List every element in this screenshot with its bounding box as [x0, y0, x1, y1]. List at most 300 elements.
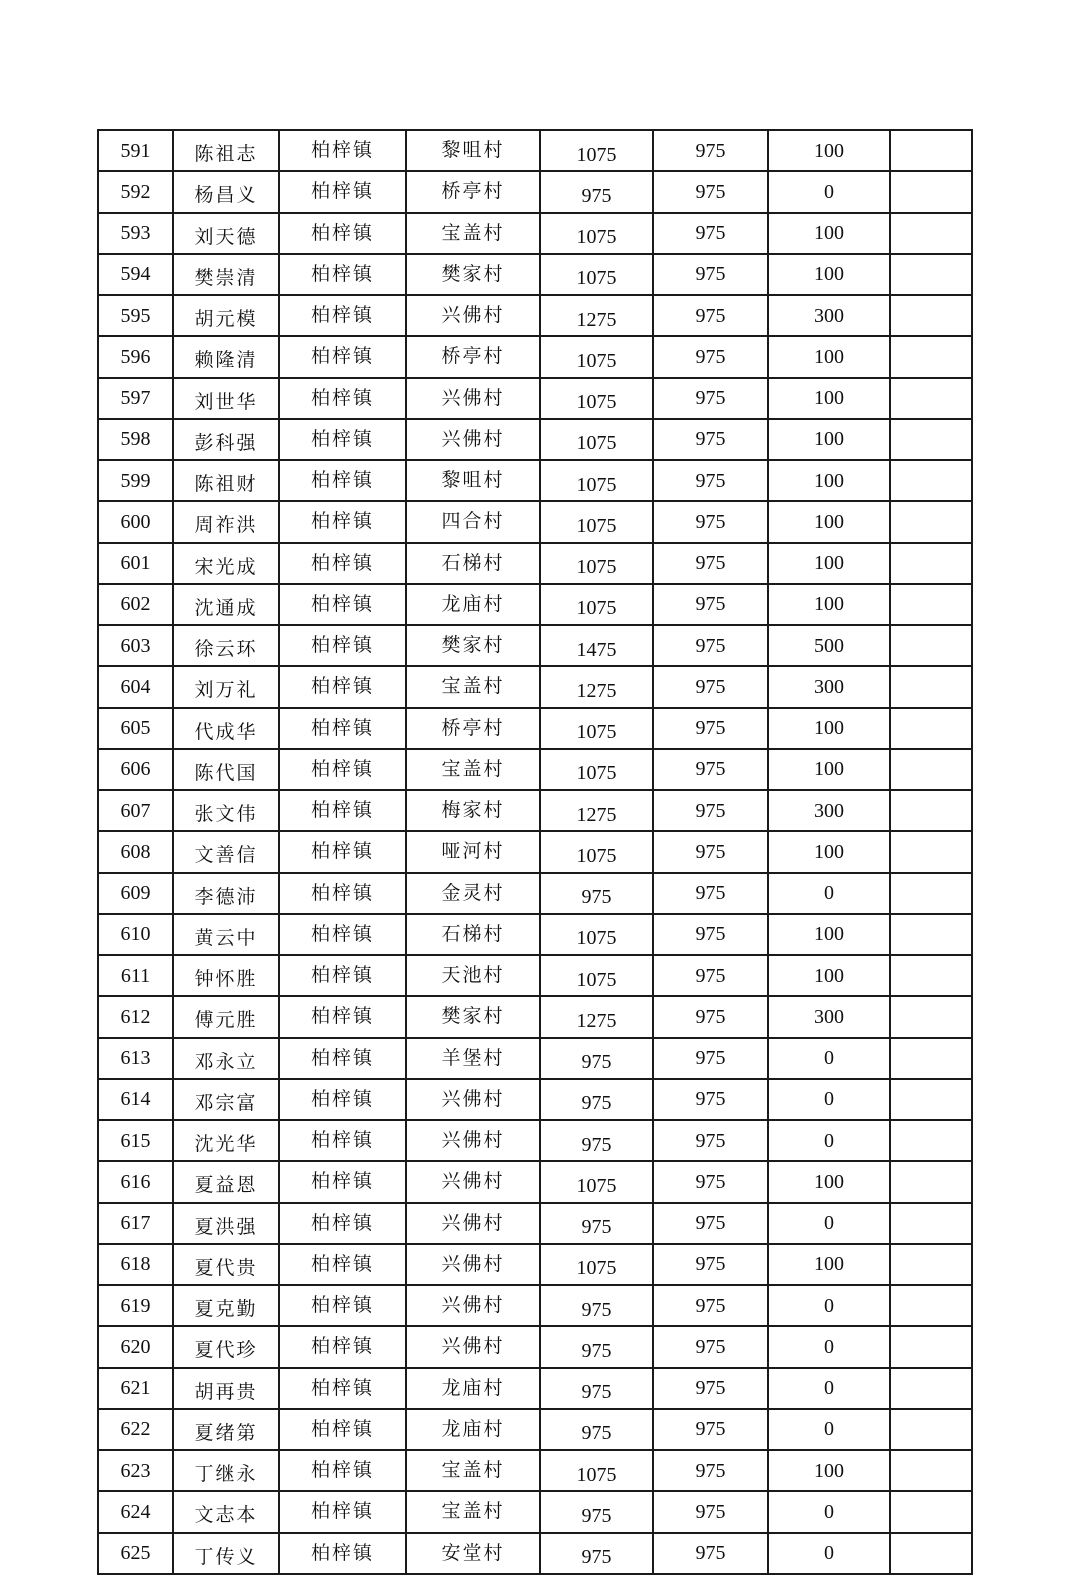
- amount-extra-cell: 100: [768, 1450, 890, 1491]
- village-cell: 龙庙村: [406, 584, 540, 625]
- town-cell: 柏梓镇: [279, 295, 406, 336]
- serial-number-cell: 616: [98, 1161, 173, 1202]
- village-cell: 宝盖村: [406, 749, 540, 790]
- amount-base-cell: 975: [653, 1079, 768, 1120]
- amount-total-cell: 975: [540, 1491, 653, 1532]
- person-name-cell: [173, 1368, 279, 1409]
- person-name-text: 文善信: [194, 844, 258, 867]
- serial-number-cell: 604: [98, 666, 173, 707]
- person-name-text: 李德沛: [194, 885, 258, 908]
- town-cell: 柏梓镇: [279, 1038, 406, 1079]
- town-cell: 柏梓镇: [279, 1450, 406, 1491]
- town-cell: 柏梓镇: [279, 584, 406, 625]
- amount-total-cell: 1275: [540, 790, 653, 831]
- person-name-text: 陈祖志: [194, 143, 258, 166]
- amount-total-cell: 1075: [540, 1161, 653, 1202]
- amount-extra-cell: 0: [768, 1326, 890, 1367]
- person-name-cell: [173, 130, 279, 171]
- village-cell: 羊堡村: [406, 1038, 540, 1079]
- serial-number-cell: 624: [98, 1491, 173, 1532]
- table-row: [98, 213, 972, 254]
- amount-extra-cell: 100: [768, 584, 890, 625]
- amount-base-cell: 975: [653, 460, 768, 501]
- serial-number-cell: 620: [98, 1326, 173, 1367]
- table-row: [98, 584, 972, 625]
- amount-base-cell: 975: [653, 254, 768, 295]
- village-cell: 樊家村: [406, 625, 540, 666]
- serial-number-cell: 613: [98, 1038, 173, 1079]
- person-name-cell: [173, 1409, 279, 1450]
- table-row: [98, 295, 972, 336]
- serial-number-cell: 598: [98, 419, 173, 460]
- village-cell: 哑河村: [406, 831, 540, 872]
- person-name-text: 陈代国: [194, 761, 258, 784]
- town-cell: 柏梓镇: [279, 171, 406, 212]
- serial-number-cell: 594: [98, 254, 173, 295]
- amount-extra-cell: 0: [768, 1368, 890, 1409]
- remark-cell: [890, 1409, 972, 1450]
- amount-base-cell: 975: [653, 130, 768, 171]
- remark-cell: [890, 171, 972, 212]
- village-cell: 宝盖村: [406, 666, 540, 707]
- amount-extra-cell: 100: [768, 708, 890, 749]
- remark-cell: [890, 378, 972, 419]
- person-name-cell: [173, 295, 279, 336]
- remark-cell: [890, 955, 972, 996]
- village-cell: 石梯村: [406, 914, 540, 955]
- person-name-text: 杨昌义: [194, 184, 258, 207]
- person-name-cell: [173, 790, 279, 831]
- amount-total-cell: 975: [540, 1326, 653, 1367]
- table-row: [98, 171, 972, 212]
- person-name-text: 陈祖财: [194, 473, 258, 496]
- person-name-text: 夏代贵: [194, 1256, 258, 1279]
- table-row: [98, 1038, 972, 1079]
- amount-extra-cell: 300: [768, 996, 890, 1037]
- person-name-text: 刘天德: [194, 225, 258, 248]
- table-row: [98, 1285, 972, 1326]
- town-cell: 柏梓镇: [279, 1409, 406, 1450]
- village-cell: 兴佛村: [406, 295, 540, 336]
- amount-base-cell: 975: [653, 1326, 768, 1367]
- village-cell: 桥亭村: [406, 336, 540, 377]
- amount-base-cell: 975: [653, 749, 768, 790]
- table-row: [98, 254, 972, 295]
- town-cell: 柏梓镇: [279, 1244, 406, 1285]
- serial-number-cell: 602: [98, 584, 173, 625]
- remark-cell: [890, 666, 972, 707]
- table-row: [98, 501, 972, 542]
- amount-base-cell: 975: [653, 1038, 768, 1079]
- person-name-cell: [173, 1326, 279, 1367]
- amount-total-cell: 1075: [540, 419, 653, 460]
- amount-total-cell: 975: [540, 171, 653, 212]
- amount-extra-cell: 0: [768, 1079, 890, 1120]
- table-row: [98, 996, 972, 1037]
- remark-cell: [890, 1120, 972, 1161]
- person-name-text: 夏克勤: [194, 1298, 258, 1321]
- person-name-cell: [173, 1203, 279, 1244]
- remark-cell: [890, 419, 972, 460]
- serial-number-cell: 617: [98, 1203, 173, 1244]
- amount-base-cell: 975: [653, 1161, 768, 1202]
- amount-total-cell: 1075: [540, 254, 653, 295]
- remark-cell: [890, 1326, 972, 1367]
- table-row: [98, 1409, 972, 1450]
- remark-cell: [890, 708, 972, 749]
- person-name-cell: [173, 460, 279, 501]
- amount-base-cell: 975: [653, 1244, 768, 1285]
- person-name-cell: [173, 1244, 279, 1285]
- remark-cell: [890, 1285, 972, 1326]
- town-cell: 柏梓镇: [279, 790, 406, 831]
- amount-base-cell: 975: [653, 996, 768, 1037]
- remark-cell: [890, 831, 972, 872]
- roster-table: [97, 129, 973, 1575]
- serial-number-cell: 603: [98, 625, 173, 666]
- table-row: [98, 873, 972, 914]
- amount-extra-cell: 100: [768, 378, 890, 419]
- table-row: [98, 1450, 972, 1491]
- amount-total-cell: 1075: [540, 460, 653, 501]
- town-cell: 柏梓镇: [279, 1326, 406, 1367]
- amount-total-cell: 1075: [540, 501, 653, 542]
- table-row: [98, 1244, 972, 1285]
- serial-number-cell: 610: [98, 914, 173, 955]
- amount-base-cell: 975: [653, 419, 768, 460]
- serial-number-cell: 593: [98, 213, 173, 254]
- amount-total-cell: 1075: [540, 955, 653, 996]
- person-name-text: 樊崇清: [194, 266, 258, 289]
- amount-extra-cell: 0: [768, 171, 890, 212]
- amount-extra-cell: 300: [768, 295, 890, 336]
- person-name-text: 夏绪第: [194, 1421, 258, 1444]
- amount-base-cell: 975: [653, 584, 768, 625]
- remark-cell: [890, 1244, 972, 1285]
- serial-number-cell: 612: [98, 996, 173, 1037]
- amount-total-cell: 1075: [540, 1244, 653, 1285]
- person-name-text: 周祚洪: [194, 514, 258, 537]
- village-cell: 龙庙村: [406, 1409, 540, 1450]
- person-name-cell: [173, 584, 279, 625]
- amount-extra-cell: 0: [768, 1491, 890, 1532]
- person-name-text: 夏代珍: [194, 1339, 258, 1362]
- amount-total-cell: 1075: [540, 543, 653, 584]
- town-cell: 柏梓镇: [279, 501, 406, 542]
- table-row: [98, 1533, 972, 1574]
- town-cell: 柏梓镇: [279, 666, 406, 707]
- person-name-text: 胡再贵: [194, 1380, 258, 1403]
- serial-number-cell: 591: [98, 130, 173, 171]
- village-cell: 樊家村: [406, 996, 540, 1037]
- person-name-text: 彭科强: [194, 431, 258, 454]
- village-cell: 宝盖村: [406, 1491, 540, 1532]
- person-name-text: 邓宗富: [194, 1091, 258, 1114]
- village-cell: 金灵村: [406, 873, 540, 914]
- amount-base-cell: 975: [653, 171, 768, 212]
- town-cell: 柏梓镇: [279, 873, 406, 914]
- town-cell: 柏梓镇: [279, 1533, 406, 1574]
- amount-base-cell: 975: [653, 708, 768, 749]
- village-cell: 天池村: [406, 955, 540, 996]
- person-name-cell: [173, 1161, 279, 1202]
- table-row: [98, 955, 972, 996]
- table-row: [98, 708, 972, 749]
- amount-total-cell: 975: [540, 1368, 653, 1409]
- amount-base-cell: 975: [653, 336, 768, 377]
- village-cell: 宝盖村: [406, 213, 540, 254]
- person-name-cell: [173, 336, 279, 377]
- amount-total-cell: 1075: [540, 1450, 653, 1491]
- village-cell: 兴佛村: [406, 1120, 540, 1161]
- remark-cell: [890, 749, 972, 790]
- amount-total-cell: 975: [540, 1079, 653, 1120]
- village-cell: 兴佛村: [406, 1203, 540, 1244]
- person-name-text: 夏益恩: [194, 1174, 258, 1197]
- remark-cell: [890, 1203, 972, 1244]
- roster-body: [98, 130, 972, 1574]
- amount-base-cell: 975: [653, 790, 768, 831]
- person-name-text: 夏洪强: [194, 1215, 258, 1238]
- table-row: [98, 831, 972, 872]
- amount-base-cell: 975: [653, 378, 768, 419]
- amount-total-cell: 1075: [540, 378, 653, 419]
- person-name-cell: [173, 501, 279, 542]
- person-name-cell: [173, 666, 279, 707]
- amount-extra-cell: 100: [768, 1244, 890, 1285]
- person-name-cell: [173, 213, 279, 254]
- village-cell: 兴佛村: [406, 1161, 540, 1202]
- amount-extra-cell: 100: [768, 254, 890, 295]
- town-cell: 柏梓镇: [279, 914, 406, 955]
- person-name-cell: [173, 1285, 279, 1326]
- serial-number-cell: 623: [98, 1450, 173, 1491]
- village-cell: 兴佛村: [406, 1079, 540, 1120]
- amount-total-cell: 975: [540, 1285, 653, 1326]
- table-row: [98, 543, 972, 584]
- amount-extra-cell: 300: [768, 790, 890, 831]
- remark-cell: [890, 914, 972, 955]
- remark-cell: [890, 1079, 972, 1120]
- amount-extra-cell: 0: [768, 1409, 890, 1450]
- town-cell: 柏梓镇: [279, 955, 406, 996]
- town-cell: 柏梓镇: [279, 213, 406, 254]
- village-cell: 宝盖村: [406, 1450, 540, 1491]
- serial-number-cell: 606: [98, 749, 173, 790]
- town-cell: 柏梓镇: [279, 831, 406, 872]
- amount-total-cell: 975: [540, 873, 653, 914]
- person-name-cell: [173, 1450, 279, 1491]
- amount-base-cell: 975: [653, 666, 768, 707]
- remark-cell: [890, 996, 972, 1037]
- amount-extra-cell: 0: [768, 1038, 890, 1079]
- amount-total-cell: 1075: [540, 914, 653, 955]
- amount-base-cell: 975: [653, 1285, 768, 1326]
- village-cell: 兴佛村: [406, 1285, 540, 1326]
- town-cell: 柏梓镇: [279, 336, 406, 377]
- remark-cell: [890, 1533, 972, 1574]
- amount-base-cell: 975: [653, 1120, 768, 1161]
- amount-base-cell: 975: [653, 1450, 768, 1491]
- amount-total-cell: 1275: [540, 666, 653, 707]
- village-cell: 石梯村: [406, 543, 540, 584]
- person-name-text: 文志本: [194, 1504, 258, 1527]
- village-cell: 桥亭村: [406, 708, 540, 749]
- remark-cell: [890, 254, 972, 295]
- village-cell: 龙庙村: [406, 1368, 540, 1409]
- person-name-cell: [173, 1120, 279, 1161]
- serial-number-cell: 592: [98, 171, 173, 212]
- amount-total-cell: 1075: [540, 749, 653, 790]
- person-name-cell: [173, 708, 279, 749]
- person-name-cell: [173, 543, 279, 584]
- table-row: [98, 1491, 972, 1532]
- village-cell: 四合村: [406, 501, 540, 542]
- serial-number-cell: 621: [98, 1368, 173, 1409]
- amount-base-cell: 975: [653, 1491, 768, 1532]
- table-row: [98, 1203, 972, 1244]
- person-name-cell: [173, 914, 279, 955]
- amount-base-cell: 975: [653, 1368, 768, 1409]
- person-name-text: 丁继永: [194, 1463, 258, 1486]
- person-name-text: 胡元模: [194, 308, 258, 331]
- town-cell: 柏梓镇: [279, 1120, 406, 1161]
- person-name-text: 傅元胜: [194, 1009, 258, 1032]
- amount-extra-cell: 0: [768, 1285, 890, 1326]
- table-row: [98, 625, 972, 666]
- amount-extra-cell: 100: [768, 749, 890, 790]
- person-name-cell: [173, 873, 279, 914]
- amount-total-cell: 1275: [540, 996, 653, 1037]
- person-name-cell: [173, 831, 279, 872]
- amount-extra-cell: 100: [768, 914, 890, 955]
- town-cell: 柏梓镇: [279, 1079, 406, 1120]
- person-name-cell: [173, 378, 279, 419]
- town-cell: 柏梓镇: [279, 130, 406, 171]
- amount-extra-cell: 100: [768, 460, 890, 501]
- amount-base-cell: 975: [653, 295, 768, 336]
- table-row: [98, 1120, 972, 1161]
- town-cell: 柏梓镇: [279, 543, 406, 584]
- remark-cell: [890, 625, 972, 666]
- amount-base-cell: 975: [653, 1409, 768, 1450]
- table-row: [98, 914, 972, 955]
- serial-number-cell: 625: [98, 1533, 173, 1574]
- town-cell: 柏梓镇: [279, 1161, 406, 1202]
- town-cell: 柏梓镇: [279, 625, 406, 666]
- amount-total-cell: 975: [540, 1533, 653, 1574]
- amount-base-cell: 975: [653, 501, 768, 542]
- town-cell: 柏梓镇: [279, 996, 406, 1037]
- village-cell: 黎咀村: [406, 460, 540, 501]
- serial-number-cell: 622: [98, 1409, 173, 1450]
- amount-base-cell: 975: [653, 543, 768, 584]
- amount-extra-cell: 100: [768, 501, 890, 542]
- town-cell: 柏梓镇: [279, 1285, 406, 1326]
- remark-cell: [890, 790, 972, 831]
- amount-total-cell: 1275: [540, 295, 653, 336]
- table-row: [98, 790, 972, 831]
- town-cell: 柏梓镇: [279, 708, 406, 749]
- serial-number-cell: 601: [98, 543, 173, 584]
- person-name-text: 刘万礼: [194, 679, 258, 702]
- amount-total-cell: 1075: [540, 130, 653, 171]
- village-cell: 黎咀村: [406, 130, 540, 171]
- person-name-text: 徐云环: [194, 638, 258, 661]
- table-row: [98, 749, 972, 790]
- serial-number-cell: 619: [98, 1285, 173, 1326]
- table-row: [98, 666, 972, 707]
- remark-cell: [890, 1491, 972, 1532]
- town-cell: 柏梓镇: [279, 749, 406, 790]
- person-name-cell: [173, 1491, 279, 1532]
- serial-number-cell: 608: [98, 831, 173, 872]
- amount-extra-cell: 0: [768, 873, 890, 914]
- person-name-cell: [173, 955, 279, 996]
- person-name-text: 刘世华: [194, 390, 258, 413]
- serial-number-cell: 596: [98, 336, 173, 377]
- amount-total-cell: 1075: [540, 708, 653, 749]
- amount-extra-cell: 0: [768, 1120, 890, 1161]
- remark-cell: [890, 1450, 972, 1491]
- person-name-text: 丁传义: [194, 1545, 258, 1568]
- town-cell: 柏梓镇: [279, 419, 406, 460]
- person-name-cell: [173, 1079, 279, 1120]
- person-name-text: 钟怀胜: [194, 968, 258, 991]
- amount-total-cell: 975: [540, 1409, 653, 1450]
- person-name-cell: [173, 1533, 279, 1574]
- remark-cell: [890, 873, 972, 914]
- amount-extra-cell: 0: [768, 1203, 890, 1244]
- table-row: [98, 336, 972, 377]
- serial-number-cell: 615: [98, 1120, 173, 1161]
- amount-extra-cell: 100: [768, 1161, 890, 1202]
- amount-total-cell: 1075: [540, 831, 653, 872]
- table-row: [98, 130, 972, 171]
- amount-base-cell: 975: [653, 1533, 768, 1574]
- person-name-text: 邓永立: [194, 1050, 258, 1073]
- village-cell: 兴佛村: [406, 378, 540, 419]
- amount-extra-cell: 100: [768, 543, 890, 584]
- amount-base-cell: 975: [653, 955, 768, 996]
- amount-extra-cell: 500: [768, 625, 890, 666]
- remark-cell: [890, 213, 972, 254]
- person-name-cell: [173, 419, 279, 460]
- serial-number-cell: 609: [98, 873, 173, 914]
- serial-number-cell: 599: [98, 460, 173, 501]
- village-cell: 桥亭村: [406, 171, 540, 212]
- amount-total-cell: 975: [540, 1038, 653, 1079]
- town-cell: 柏梓镇: [279, 254, 406, 295]
- remark-cell: [890, 336, 972, 377]
- table-row: [98, 1368, 972, 1409]
- amount-total-cell: 1075: [540, 213, 653, 254]
- table-row: [98, 1161, 972, 1202]
- person-name-text: 代成华: [194, 720, 258, 743]
- amount-extra-cell: 100: [768, 130, 890, 171]
- person-name-cell: [173, 749, 279, 790]
- table-row: [98, 460, 972, 501]
- amount-total-cell: 975: [540, 1120, 653, 1161]
- village-cell: 梅家村: [406, 790, 540, 831]
- village-cell: 安堂村: [406, 1533, 540, 1574]
- person-name-text: 沈光华: [194, 1133, 258, 1156]
- serial-number-cell: 614: [98, 1079, 173, 1120]
- town-cell: 柏梓镇: [279, 1203, 406, 1244]
- amount-base-cell: 975: [653, 625, 768, 666]
- amount-base-cell: 975: [653, 873, 768, 914]
- person-name-cell: [173, 254, 279, 295]
